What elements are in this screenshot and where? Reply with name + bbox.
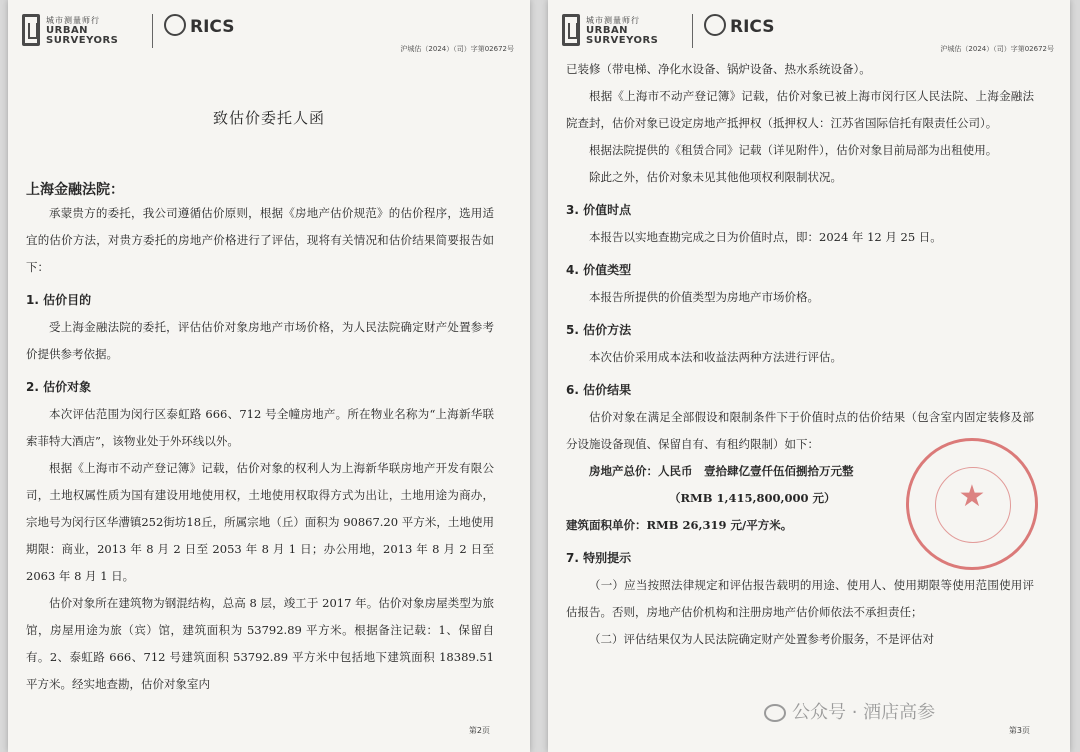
org-name-en-1: URBAN	[46, 25, 89, 36]
doc-number: 沪城估（2024）（司）字第02672号	[400, 45, 514, 53]
seal-star-icon: ★	[958, 479, 986, 514]
rics-lion-icon	[164, 14, 186, 36]
urban-surveyors-logo-icon	[22, 14, 40, 46]
document-page-left	[8, 0, 530, 752]
wechat-watermark	[764, 698, 935, 724]
intro-paragraph: 承蒙贵方的委托，我公司遵循估价原则，根据《房地产估价规范》的估价程序，选用适宜的估价方法，对贵方委托的房地产价格进行了评估，现将有关情况和估价结果简要报告如下：	[26, 206, 494, 274]
rics-logo	[164, 16, 234, 38]
addressee: 上海金融法院：	[26, 182, 124, 198]
paragraph: （一）应当按照法律规定和评估报告载明的用途、使用人、使用期限等使用范围使用评估报告。否则，房地产估价机构和注册房地产估价师依法不承担责任；	[566, 578, 1034, 619]
total-price: 房地产总价：人民币 壹拾肆亿壹仟伍佰捌拾万元整	[589, 464, 854, 478]
page-number: 第2页	[468, 726, 490, 735]
rics-label: RICS	[730, 17, 775, 37]
watermark-text: 公众号 · 酒店高参	[792, 702, 936, 723]
paragraph: 本报告所提供的价值类型为房地产市场价格。	[589, 290, 819, 304]
page-title: 致估价委托人函	[212, 109, 325, 127]
section-heading-result: 6. 估价结果	[566, 383, 632, 397]
section-heading-value-date: 3. 价值时点	[566, 203, 632, 217]
paragraph: 根据《上海市不动产登记簿》记载，估价对象已被上海市闵行区人民法院、上海金融法院查封，估价对象已设定房地产抵押权（抵押权人：江苏省国际信托有限责任公司）。	[566, 89, 1034, 130]
paragraph: （二）评估结果仅为人民法院确定财产处置参考价服务，不是评估对	[589, 632, 934, 646]
page-number: 第3页	[1008, 726, 1030, 735]
org-name-cn: 城市测量师行	[46, 16, 100, 25]
urban-surveyors-wordmark	[46, 15, 118, 46]
rics-lion-icon	[704, 14, 726, 36]
document-page-right	[548, 0, 1070, 752]
result-paragraph: 估价对象在满足全部假设和限制条件下于价值时点的估价结果（包含室内固定装修及部分设施设备现值、保留自有、有租约限制）如下：	[566, 410, 1034, 451]
urban-surveyors-logo-icon	[562, 14, 580, 46]
logo-divider	[152, 14, 153, 48]
wechat-icon	[764, 704, 786, 722]
paragraph: 已装修（带电梯、净化水设备、锅炉设备、热水系统设备）。	[566, 62, 871, 76]
org-name-en-1: URBAN	[586, 25, 629, 36]
section-heading-method: 5. 估价方法	[566, 323, 632, 337]
paragraph: 本次评估范围为闵行区泰虹路 666、712 号全幢房地产。所在物业名称为“上海新华联索菲特大酒店”，该物业处于外环线以外。	[26, 407, 494, 448]
section-heading-value-type: 4. 价值类型	[566, 263, 632, 277]
paragraph: 受上海金融法院的委托，评估估价对象房地产市场价格，为人民法院确定财产处置参考价提供参考依据。	[26, 320, 494, 361]
org-name-en-2: SURVEYORS	[46, 35, 119, 46]
urban-surveyors-wordmark	[586, 15, 658, 46]
section-heading-purpose: 1. 估价目的	[26, 293, 92, 307]
section-heading-tips: 7. 特别提示	[566, 551, 632, 565]
org-name-cn: 城市测量师行	[586, 16, 640, 25]
paragraph: 根据《上海市不动产登记簿》记载，估价对象的权利人为上海新华联房地产开发有限公司，土地权属性质为国有建设用地使用权，土地使用权取得方式为出让，土地用途为商办，宗地号为闵行区华漕镇252街坊18丘，所属宗地（丘）面积为 90867.20 平方米，土地使用期限：商业，2013 年 8 月 2 日至 2053 年 8 月 1 日；办公用地，2013 年 8 月 2 日至 2063 年 8 月 1 日。	[26, 461, 494, 583]
logo-divider	[692, 14, 693, 48]
unit-price: 建筑面积单价：RMB 26,319 元/平方米。	[566, 518, 793, 532]
doc-number: 沪城估（2024）（司）字第02672号	[940, 45, 1054, 53]
paragraph: 根据法院提供的《租赁合同》记载（详见附件），估价对象目前局部为出租使用。	[589, 143, 998, 157]
paragraph: 本报告以实地查勘完成之日为价值时点，即：2024 年 12 月 25 日。	[589, 230, 942, 244]
total-price-rmb: （RMB 1,415,800,000 元）	[669, 491, 836, 505]
org-name-en-2: SURVEYORS	[586, 35, 659, 46]
company-seal-stamp	[906, 438, 1038, 570]
paragraph: 除此之外，估价对象未见其他他项权利限制状况。	[589, 170, 842, 184]
rics-label: RICS	[190, 17, 235, 37]
rics-logo	[704, 16, 774, 38]
section-heading-subject: 2. 估价对象	[26, 380, 92, 394]
header-logos	[562, 12, 862, 52]
paragraph: 估价对象所在建筑物为钢混结构，总高 8 层，竣工于 2017 年。估价对象房屋类型为旅馆，房屋用途为旅（宾）馆，建筑面积为 53792.89 平方米。根据备注记载：1、保留自有。2、泰虹路 666、712 号建筑面积 53792.89 平方米中包括地下建筑面积 18389.51 平方米。经实地查勘，估价对象室内	[26, 596, 494, 691]
header-logos	[22, 12, 322, 52]
left-page-content	[26, 200, 494, 698]
paragraph: 本次估价采用成本法和收益法两种方法进行评估。	[589, 350, 842, 364]
